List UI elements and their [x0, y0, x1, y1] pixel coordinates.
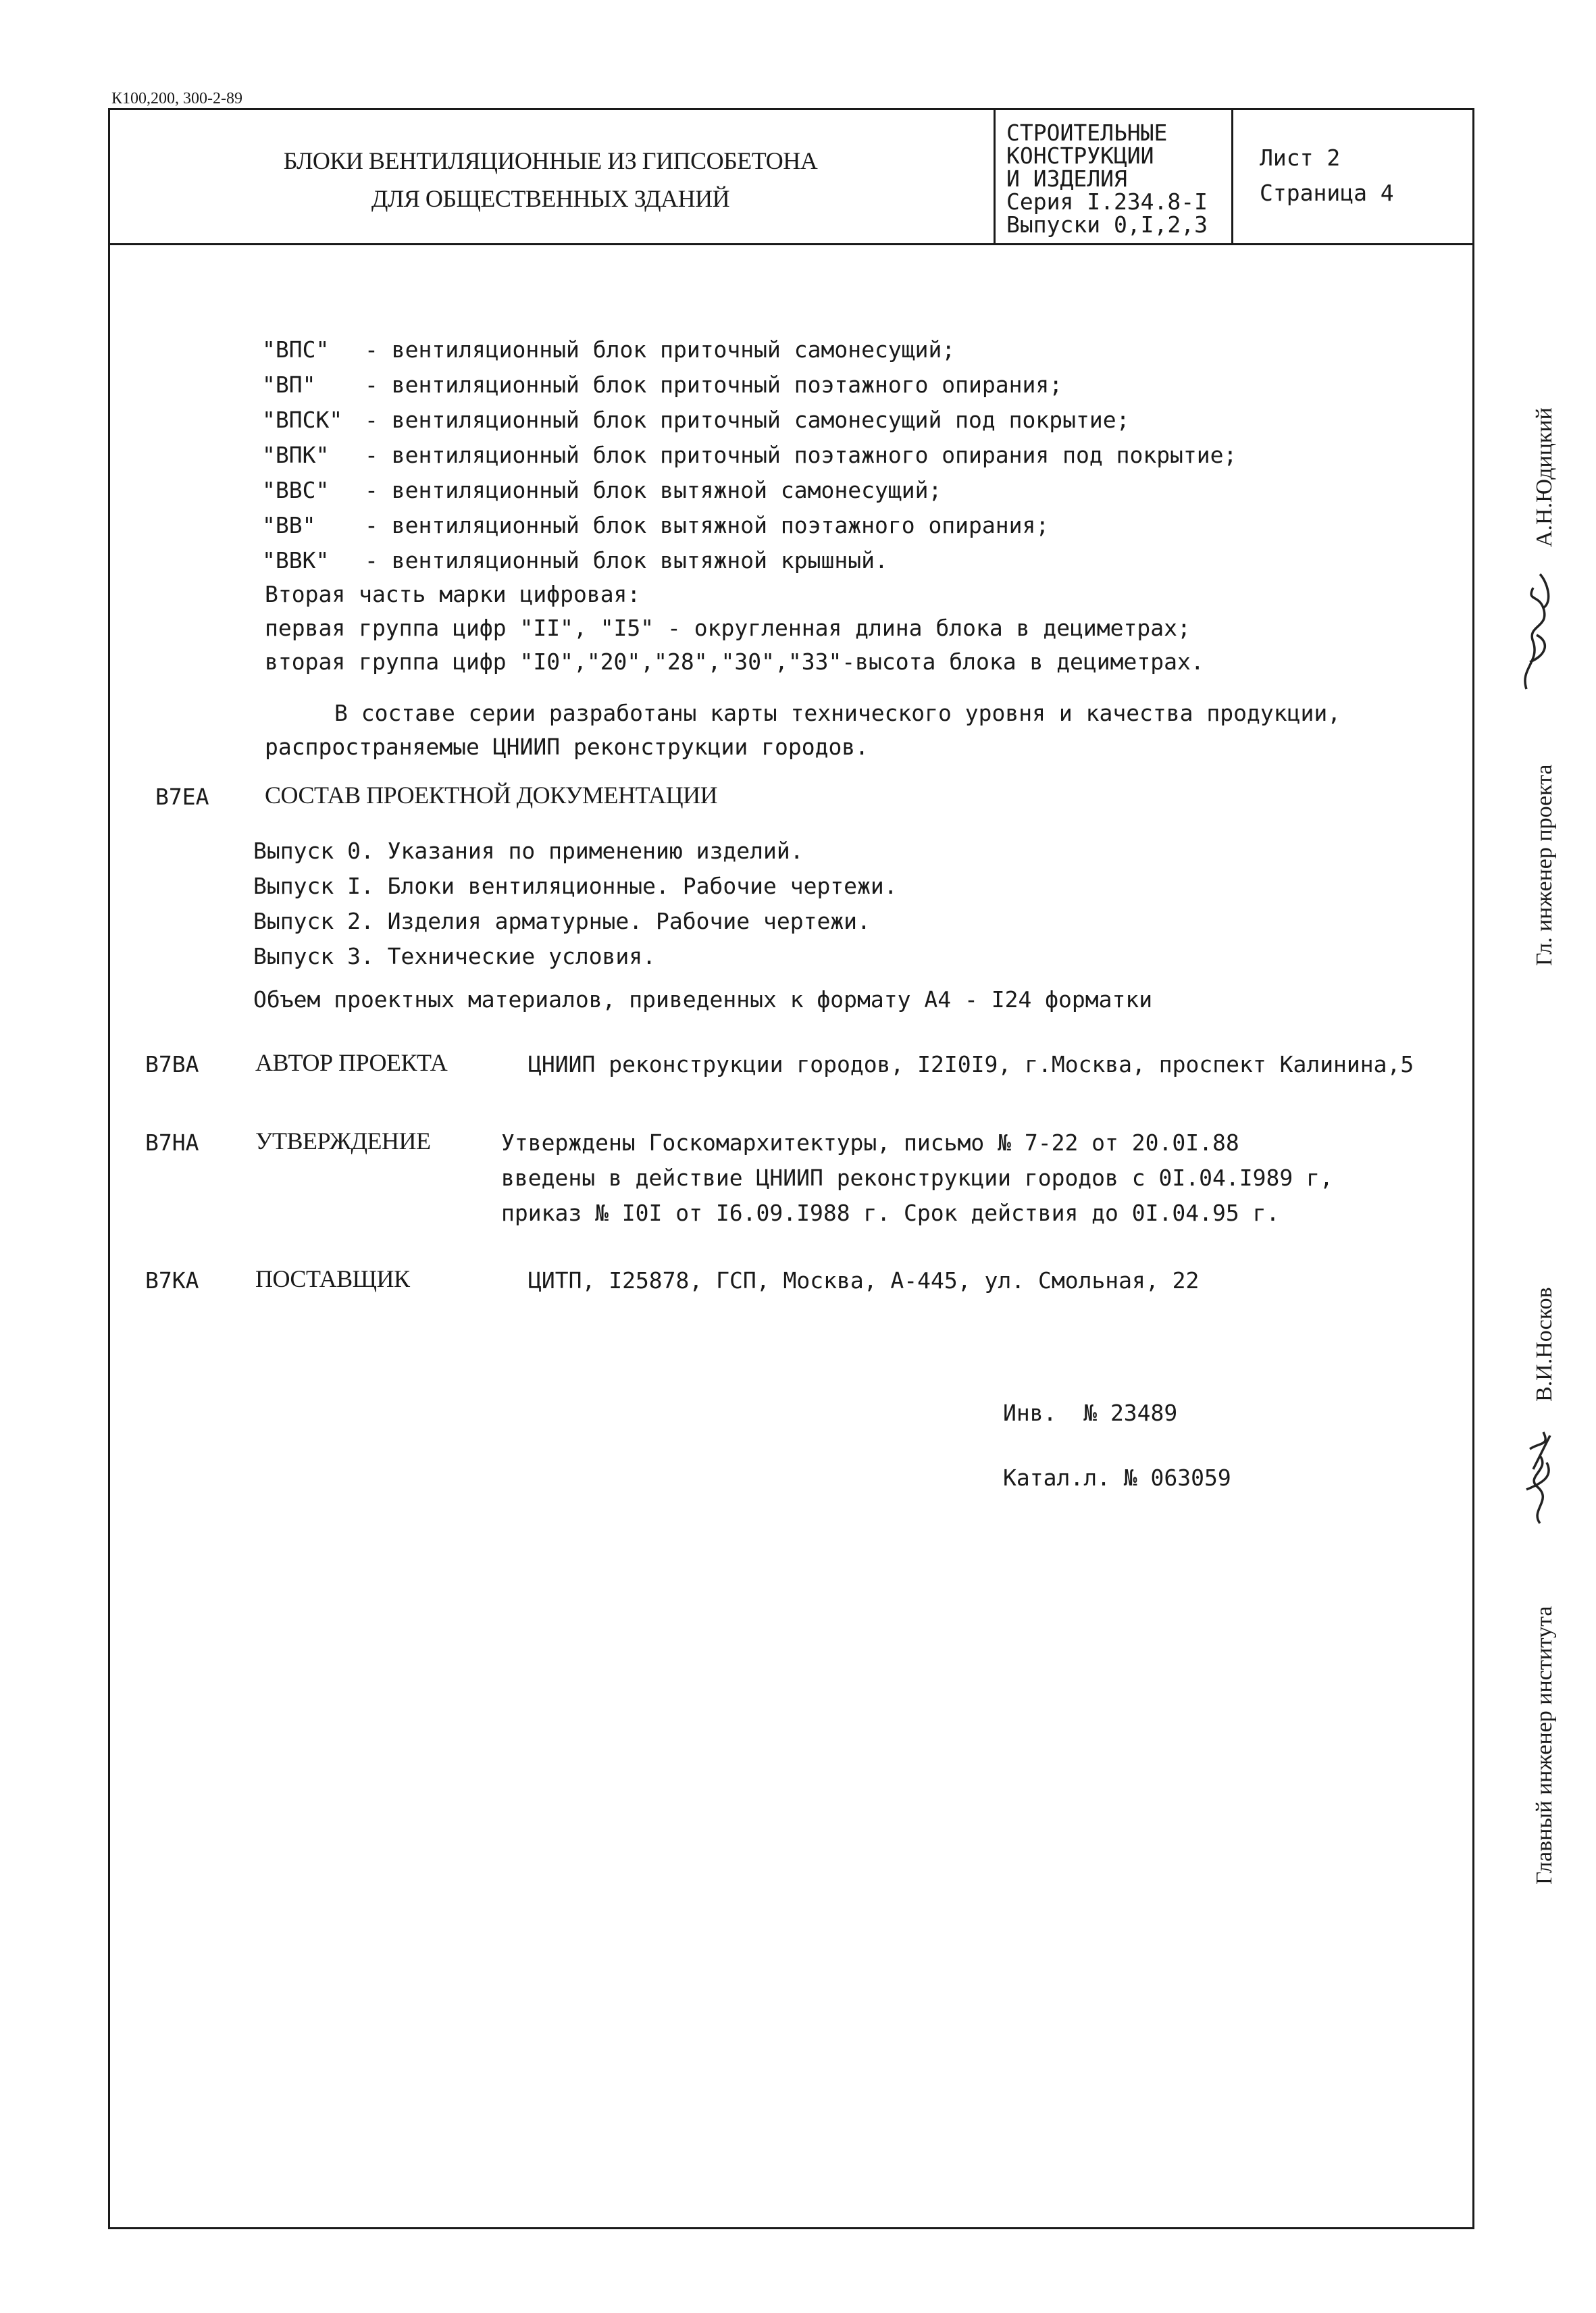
- author-text: ЦНИИП реконструкции городов, I2I0I9, г.Москва, проспект Калинина,5: [528, 1051, 1414, 1077]
- side-role-top: Гл. инженер проекта: [1532, 764, 1557, 966]
- header-column-divider: [994, 108, 996, 243]
- catalog-number: Катал.л. № 063059: [1003, 1465, 1231, 1491]
- signature-top: [1513, 561, 1567, 696]
- inventory-number: Инв. № 23489: [1003, 1400, 1178, 1426]
- side-name-bottom: В.И.Носков: [1532, 1287, 1557, 1402]
- volume-line: Объем проектных материалов, приведенных к формату А4 - I24 форматки: [253, 986, 1153, 1013]
- series-line: Серия I.234.8-I: [1006, 188, 1208, 215]
- code-desc: - вентиляционный блок приточный поэтажного опирания под покрытие;: [365, 442, 1237, 468]
- side-name-top: А.Н.Юдицкий: [1532, 407, 1557, 547]
- series-line: КОНСТРУКЦИИ: [1006, 143, 1154, 169]
- marks-line: вторая группа цифр "I0","20","28","30","33"-высота блока в дециметрах.: [265, 649, 1204, 675]
- series-line: СТРОИТЕЛЬНЫЕ: [1006, 120, 1168, 146]
- document-code: К100,200, 300-2-89: [111, 90, 242, 107]
- title-line: БЛОКИ ВЕНТИЛЯЦИОННЫЕ ИЗ ГИПСОБЕТОНА: [283, 147, 818, 174]
- section-code: В7ЕА: [155, 784, 209, 810]
- section-code: В7ВА: [145, 1051, 199, 1077]
- section-code: В7НА: [145, 1129, 199, 1156]
- issue-line: Выпуск 3. Технические условия.: [253, 943, 657, 969]
- series-block: [1006, 122, 1208, 236]
- title-line: ДЛЯ ОБЩЕСТВЕННЫХ ЗДАНИЙ: [371, 185, 730, 212]
- section-code: В7КА: [145, 1267, 199, 1294]
- sheet-info: [1260, 141, 1394, 211]
- code-desc: - вентиляционный блок вытяжной крышный.: [365, 547, 888, 574]
- marks-line: первая группа цифр "II", "I5" - округленная длина блока в дециметрах;: [265, 615, 1191, 641]
- approval-line: приказ № I0I от I6.09.I988 г. Срок действия до 0I.04.95 г.: [501, 1200, 1280, 1226]
- page-number: Страница 4: [1260, 180, 1394, 206]
- header-column-divider: [1231, 108, 1233, 243]
- code-label: "ВП": [262, 372, 316, 398]
- approval-line: введены в действие ЦНИИП реконструкции городов с 0I.04.I989 г,: [501, 1165, 1333, 1191]
- code-desc: - вентиляционный блок вытяжной самонесущий;: [365, 477, 942, 503]
- series-line: Выпуски 0,I,2,3: [1006, 211, 1208, 238]
- code-desc: - вентиляционный блок приточный поэтажного опирания;: [365, 372, 1063, 398]
- code-label: "ВВК": [262, 547, 330, 574]
- issue-line: Выпуск 2. Изделия арматурные. Рабочие чертежи.: [253, 908, 871, 934]
- sheet-number: Лист 2: [1260, 145, 1341, 171]
- series-line: И ИЗДЕЛИЯ: [1006, 166, 1127, 192]
- side-role-bottom: Главный инженер института: [1532, 1606, 1557, 1885]
- quality-line: В составе серии разработаны карты технического уровня и качества продукции,: [334, 700, 1341, 726]
- issue-line: Выпуск 0. Указания по применению изделий.: [253, 838, 804, 864]
- code-desc: - вентиляционный блок приточный самонесущий под покрытие;: [365, 407, 1130, 433]
- code-label: "ВПК": [262, 442, 330, 468]
- code-label: "ВВ": [262, 512, 316, 538]
- code-label: "ВПС": [262, 336, 330, 363]
- document-title: [111, 142, 989, 218]
- code-label: "ВПСК": [262, 407, 343, 433]
- code-desc: - вентиляционный блок вытяжной поэтажного опирания;: [365, 512, 1050, 538]
- approval-line: Утверждены Госкомархитектуры, письмо № 7-22 от 20.0I.88: [501, 1129, 1239, 1156]
- supplier-text: ЦИТП, I25878, ГСП, Москва, А-445, ул. Смольная, 22: [528, 1267, 1200, 1294]
- quality-line: распространяемые ЦНИИП реконструкции городов.: [265, 734, 869, 760]
- code-label: "ВВС": [262, 477, 330, 503]
- section-caption: АВТОР ПРОЕКТА: [255, 1049, 448, 1076]
- issue-line: Выпуск I. Блоки вентиляционные. Рабочие чертежи.: [253, 873, 898, 899]
- section-caption: ПОСТАВЩИК: [255, 1265, 410, 1292]
- header-divider: [108, 243, 1474, 245]
- section-caption: УТВЕРЖДЕНИЕ: [255, 1127, 431, 1154]
- marks-line: Вторая часть марки цифровая:: [265, 581, 641, 607]
- section-caption: СОСТАВ ПРОЕКТНОЙ ДОКУМЕНТАЦИИ: [265, 782, 718, 809]
- signature-bottom: [1513, 1422, 1567, 1530]
- code-desc: - вентиляционный блок приточный самонесущий;: [365, 336, 956, 363]
